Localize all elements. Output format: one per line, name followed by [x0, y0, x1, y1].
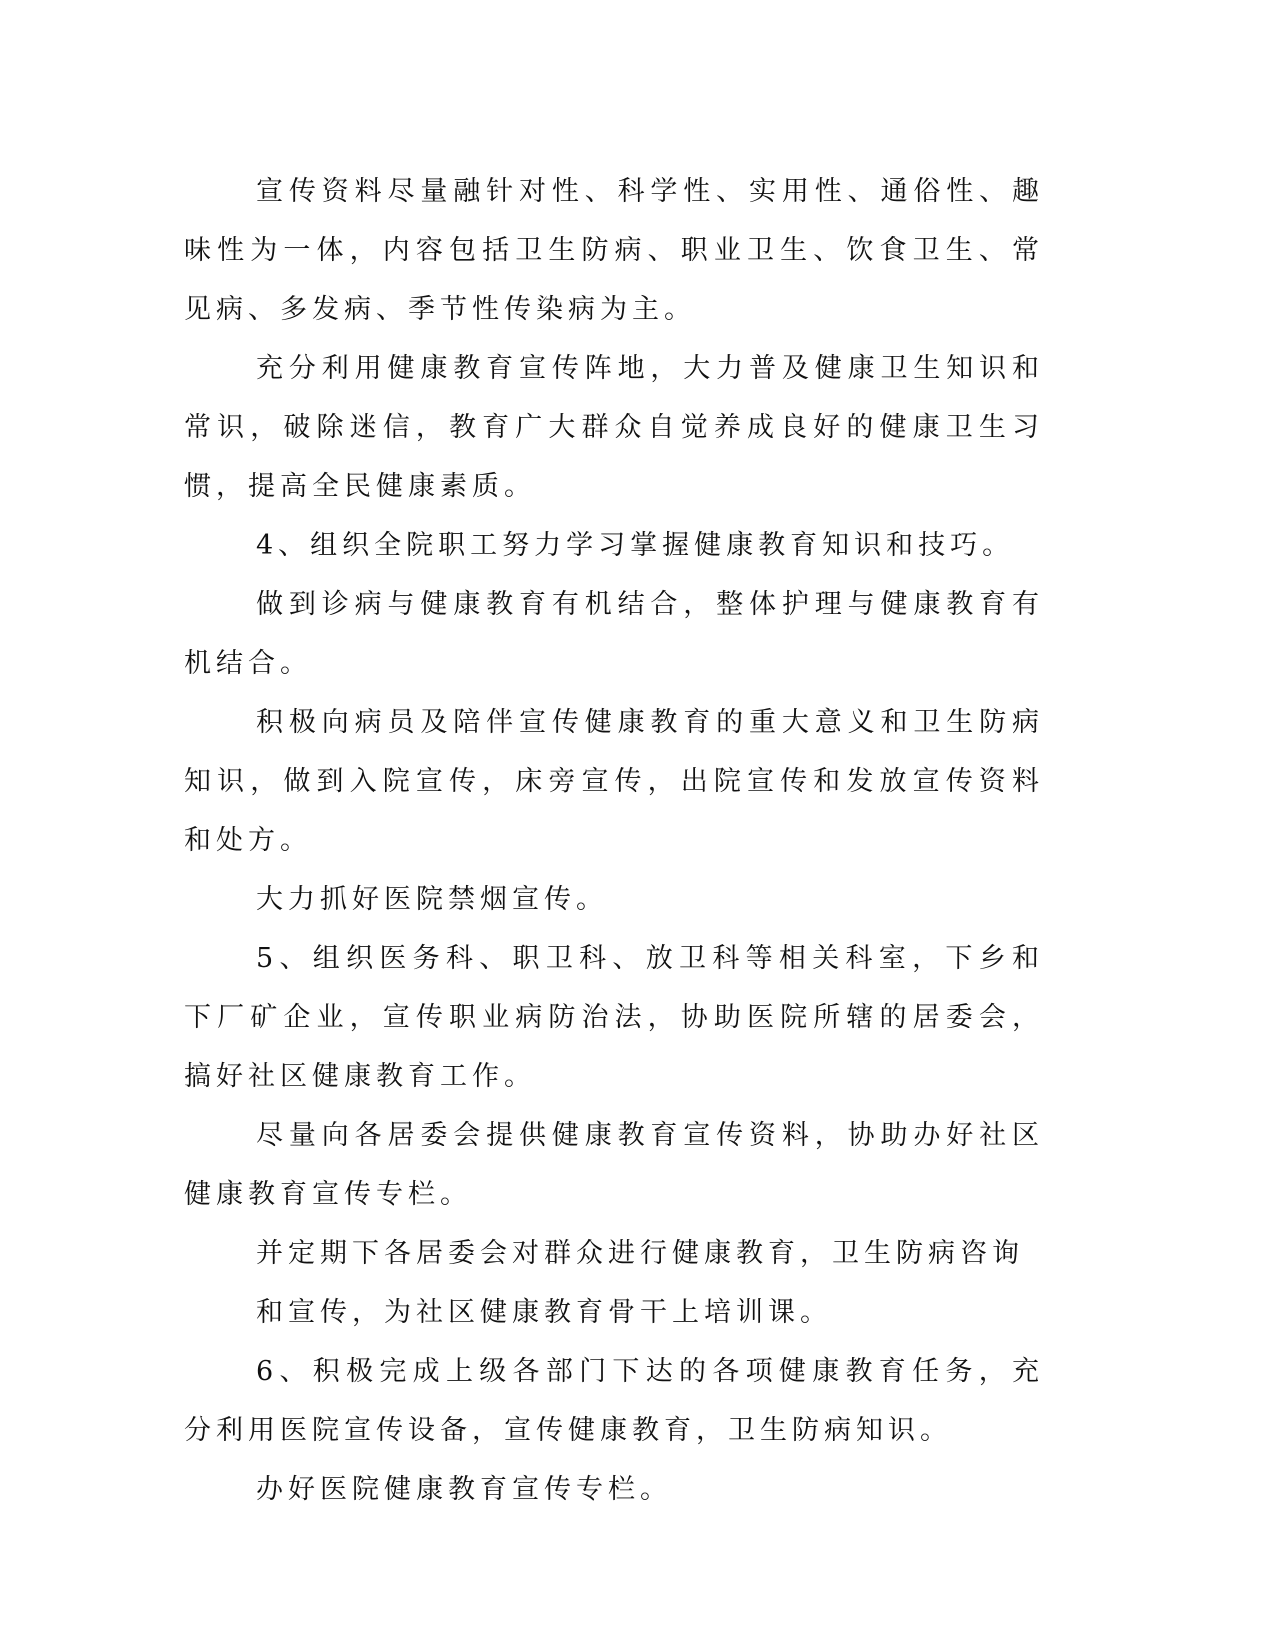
- paragraph: 尽量向各居委会提供健康教育宣传资料，协助办好社区健康教育宣传专栏。: [184, 1120, 1044, 1210]
- paragraph: 宣传资料尽量融针对性、科学性、实用性、通俗性、趣味性为一体，内容包括卫生防病、职业卫生、饮食卫生、常见病、多发病、季节性传染病为主。: [184, 176, 1044, 325]
- paragraph: 4、组织全院职工努力学习掌握健康教育知识和技巧。: [256, 530, 1015, 561]
- paragraph: 6、积极完成上级各部门下达的各项健康教育任务，充分利用医院宣传设备，宣传健康教育，卫生防病知识。: [184, 1356, 1044, 1446]
- paragraph: 和宣传，为社区健康教育骨干上培训课。: [256, 1297, 832, 1328]
- paragraph: 办好医院健康教育宣传专栏。: [256, 1474, 672, 1505]
- paragraph: 做到诊病与健康教育有机结合，整体护理与健康教育有机结合。: [184, 589, 1044, 679]
- paragraph: 并定期下各居委会对群众进行健康教育，卫生防病咨询: [256, 1238, 1024, 1269]
- paragraph: 积极向病员及陪伴宣传健康教育的重大意义和卫生防病知识，做到入院宣传，床旁宣传，出院宣传和发放宣传资料和处方。: [184, 707, 1044, 856]
- paragraph: 5、组织医务科、职卫科、放卫科等相关科室，下乡和下厂矿企业，宣传职业病防治法，协助医院所辖的居委会，搞好社区健康教育工作。: [184, 943, 1044, 1092]
- paragraph: 充分利用健康教育宣传阵地，大力普及健康卫生知识和常识，破除迷信，教育广大群众自觉养成良好的健康卫生习惯，提高全民健康素质。: [184, 353, 1044, 502]
- paragraph: 大力抓好医院禁烟宣传。: [256, 884, 608, 915]
- document-body: [184, 162, 1044, 1519]
